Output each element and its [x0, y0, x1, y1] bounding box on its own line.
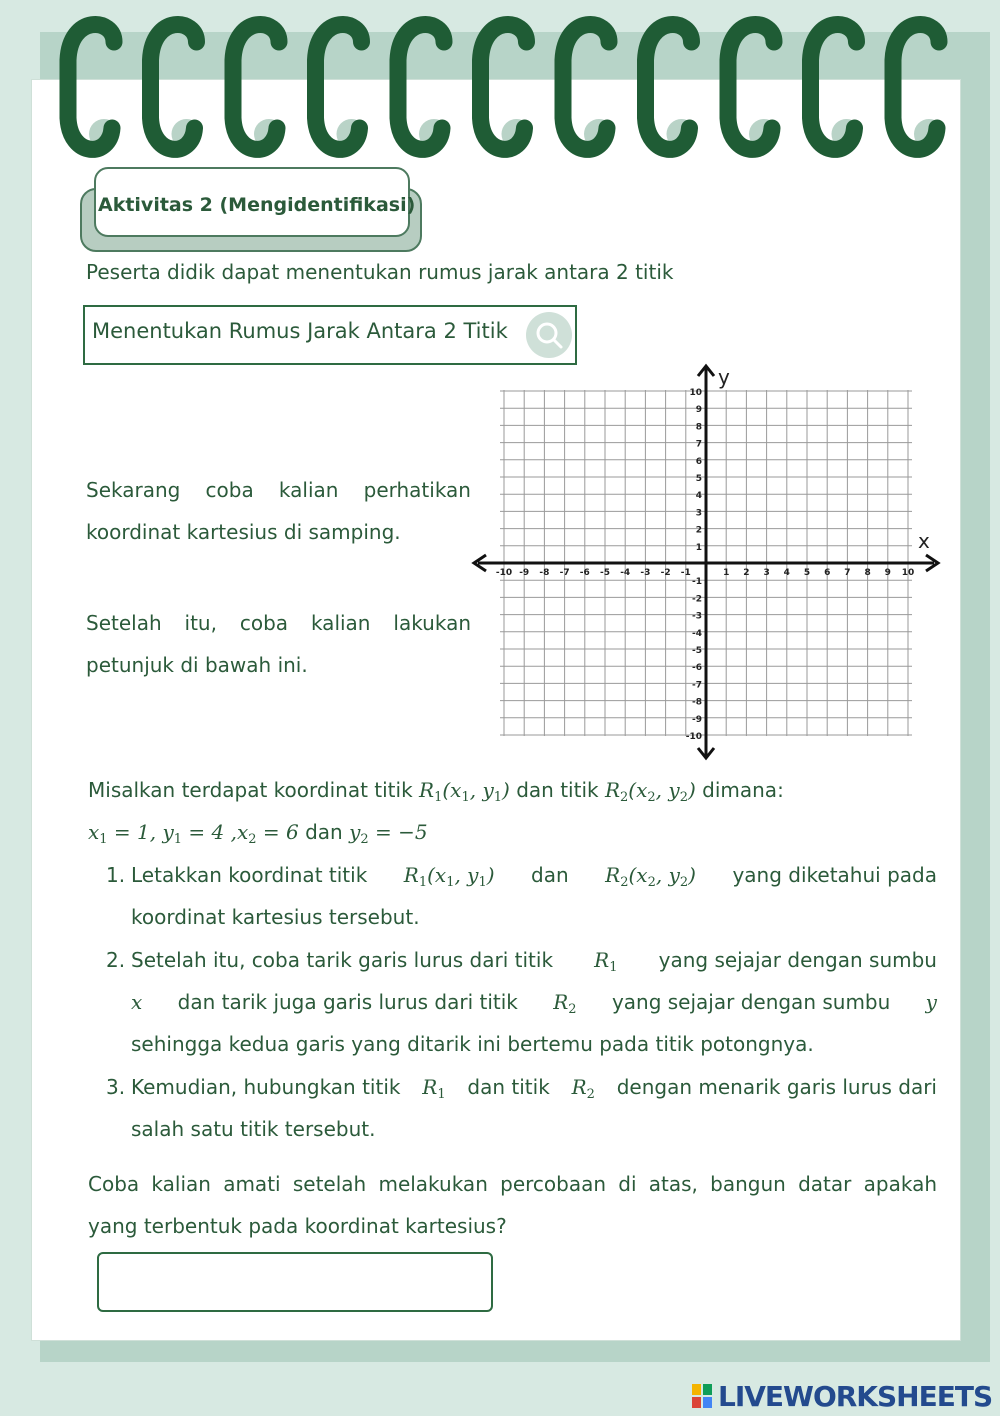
x-tick-label: -2 — [660, 568, 671, 578]
y-tick-label: 1 — [695, 542, 702, 553]
y-tick-label: 9 — [695, 405, 702, 416]
x-tick-label: 3 — [763, 568, 770, 578]
item-3-number: 3. — [106, 1075, 126, 1099]
item-2-text-d: yang sejajar dengan sumbu — [611, 990, 891, 1014]
x-tick-label: -6 — [579, 568, 590, 578]
search-icon — [526, 312, 572, 358]
x-tick-label: 10 — [901, 568, 915, 578]
intro-line-3: Setelah itu, coba kalian lakukan — [86, 611, 471, 635]
x-tick-label: 5 — [803, 568, 811, 578]
objective-text: Peserta didik dapat menentukan rumus jarak antara 2 titik — [86, 260, 674, 284]
y-tick-label: 7 — [695, 439, 702, 450]
y-tick-label: -5 — [692, 646, 702, 656]
item-3-r1: $R_1$ — [422, 1075, 446, 1102]
problem-lead — [88, 778, 784, 805]
y-tick-label: -6 — [692, 663, 702, 674]
search-value: Menentukan Rumus Jarak Antara 2 Titik — [92, 319, 508, 343]
x-tick-label: -7 — [559, 568, 570, 578]
x-tick-label: -3 — [640, 568, 651, 578]
where-text: dimana: — [702, 778, 784, 802]
item-2-text-c: dan tarik juga garis lurus dari titik — [177, 990, 518, 1014]
y-tick-label: 3 — [695, 508, 702, 519]
item-2-text-b: yang sejajar dengan sumbu — [658, 948, 937, 972]
y-tick-label: 6 — [695, 456, 702, 467]
y-tick-label: 4 — [695, 491, 702, 502]
item-1-number: 1. — [106, 863, 126, 887]
x-tick-label: 4 — [783, 568, 790, 578]
y-axis-label: y — [718, 365, 730, 389]
x-tick-label: 8 — [864, 568, 871, 578]
item-3-line-2: salah satu titik tersebut. — [131, 1117, 376, 1141]
question-line-2: yang terbentuk pada koordinat kartesius? — [88, 1214, 507, 1238]
item-1-r2: $R_2(x_2$, $y_2$) — [605, 863, 696, 890]
item-2-r2: $R_2$ — [553, 990, 577, 1017]
item-2-line-1 — [131, 948, 937, 975]
y-tick-label: -2 — [692, 594, 702, 605]
point-r2: $R_2(x_2$, $y_2$) — [604, 778, 696, 805]
x-tick-label: -5 — [600, 568, 610, 578]
y-tick-label: -10 — [685, 732, 702, 742]
item-2-line-3: sehingga kedua garis yang ditarik ini bertemu pada titik potongnya. — [131, 1032, 814, 1056]
item-3-line-1 — [131, 1075, 937, 1102]
item-1-line-2: koordinat kartesius tersebut. — [131, 905, 420, 929]
item-2-text-a: Setelah itu, coba tarik garis lurus dari titik — [131, 948, 554, 972]
y-tick-label: -8 — [692, 697, 702, 708]
item-3-text-b: dan titik — [467, 1075, 550, 1099]
x-tick-label: -10 — [495, 568, 513, 578]
item-1-text-b: dan — [531, 863, 569, 887]
x-tick-label: -8 — [539, 568, 550, 578]
intro-line-4: petunjuk di bawah ini. — [86, 653, 308, 677]
item-1-r1: $R_1(x_1$, $y_1$) — [403, 863, 495, 890]
item-1-text-c: yang diketahui pada — [732, 863, 937, 887]
values-dan-text: dan — [305, 820, 343, 844]
intro-line-1: Sekarang coba kalian perhatikan — [86, 478, 471, 502]
y-tick-label: 5 — [695, 474, 702, 484]
problem-lead-text: Misalkan terdapat koordinat titik — [88, 778, 413, 802]
question-line-1: Coba kalian amati setelah melakukan percobaan di atas, bangun datar apakah — [88, 1172, 937, 1196]
item-2-line-2 — [131, 990, 937, 1017]
liveworksheets-logo-icon — [692, 1384, 714, 1408]
y-tick-label: -7 — [692, 680, 702, 691]
answer-input[interactable] — [97, 1252, 493, 1312]
search-button[interactable] — [526, 312, 572, 358]
x-tick-label: -9 — [519, 568, 530, 578]
item-2-y: y — [925, 990, 937, 1014]
item-3-r2: $R_2$ — [571, 1075, 595, 1102]
y-tick-label: -1 — [692, 577, 702, 588]
x-tick-label: -4 — [620, 568, 631, 578]
y-tick-label: 10 — [689, 388, 702, 398]
x-axis-label: x — [918, 529, 930, 553]
item-1-text-a: Letakkan koordinat titik — [131, 863, 368, 887]
x-tick-label: -1 — [680, 568, 691, 578]
given-values — [88, 820, 428, 847]
x-tick-label: 9 — [884, 568, 891, 578]
item-3-text-a: Kemudian, hubungkan titik — [131, 1075, 401, 1099]
spiral-binding — [0, 0, 1000, 180]
item-2-number: 2. — [106, 948, 126, 972]
intro-line-2: koordinat kartesius di samping. — [86, 520, 401, 544]
item-3-text-c: dengan menarik garis lurus dari — [616, 1075, 937, 1099]
item-1-line-1 — [131, 863, 937, 890]
point-r1: $R_1(x_1$, $y_1$) — [419, 778, 510, 805]
axes — [474, 366, 938, 758]
y-tick-label: 2 — [695, 525, 702, 536]
x-tick-label: 6 — [824, 568, 831, 578]
y-tick-label: -9 — [692, 714, 702, 725]
y2-value: $y_2 = -5$ — [349, 820, 428, 847]
given-values-expression: $x_1 = 1$, $y_1 = 4$ $,x_2 = 6$ — [88, 820, 299, 847]
x-tick-label: 2 — [743, 568, 750, 578]
cartesian-plane — [466, 362, 946, 762]
x-tick-label: 1 — [723, 568, 730, 578]
y-tick-label: 8 — [695, 422, 702, 433]
x-tick-label: 7 — [844, 568, 851, 578]
item-2-r1: $R_1$ — [594, 948, 618, 975]
and-point-text: dan titik — [516, 778, 599, 802]
y-tick-label: -3 — [692, 611, 702, 622]
y-tick-label: -4 — [692, 628, 702, 639]
item-2-x: x — [131, 990, 143, 1014]
activity-title: Aktivitas 2 (Mengidentifikasi) — [98, 194, 416, 216]
liveworksheets-brand: LIVEWORKSHEETS — [718, 1380, 993, 1413]
